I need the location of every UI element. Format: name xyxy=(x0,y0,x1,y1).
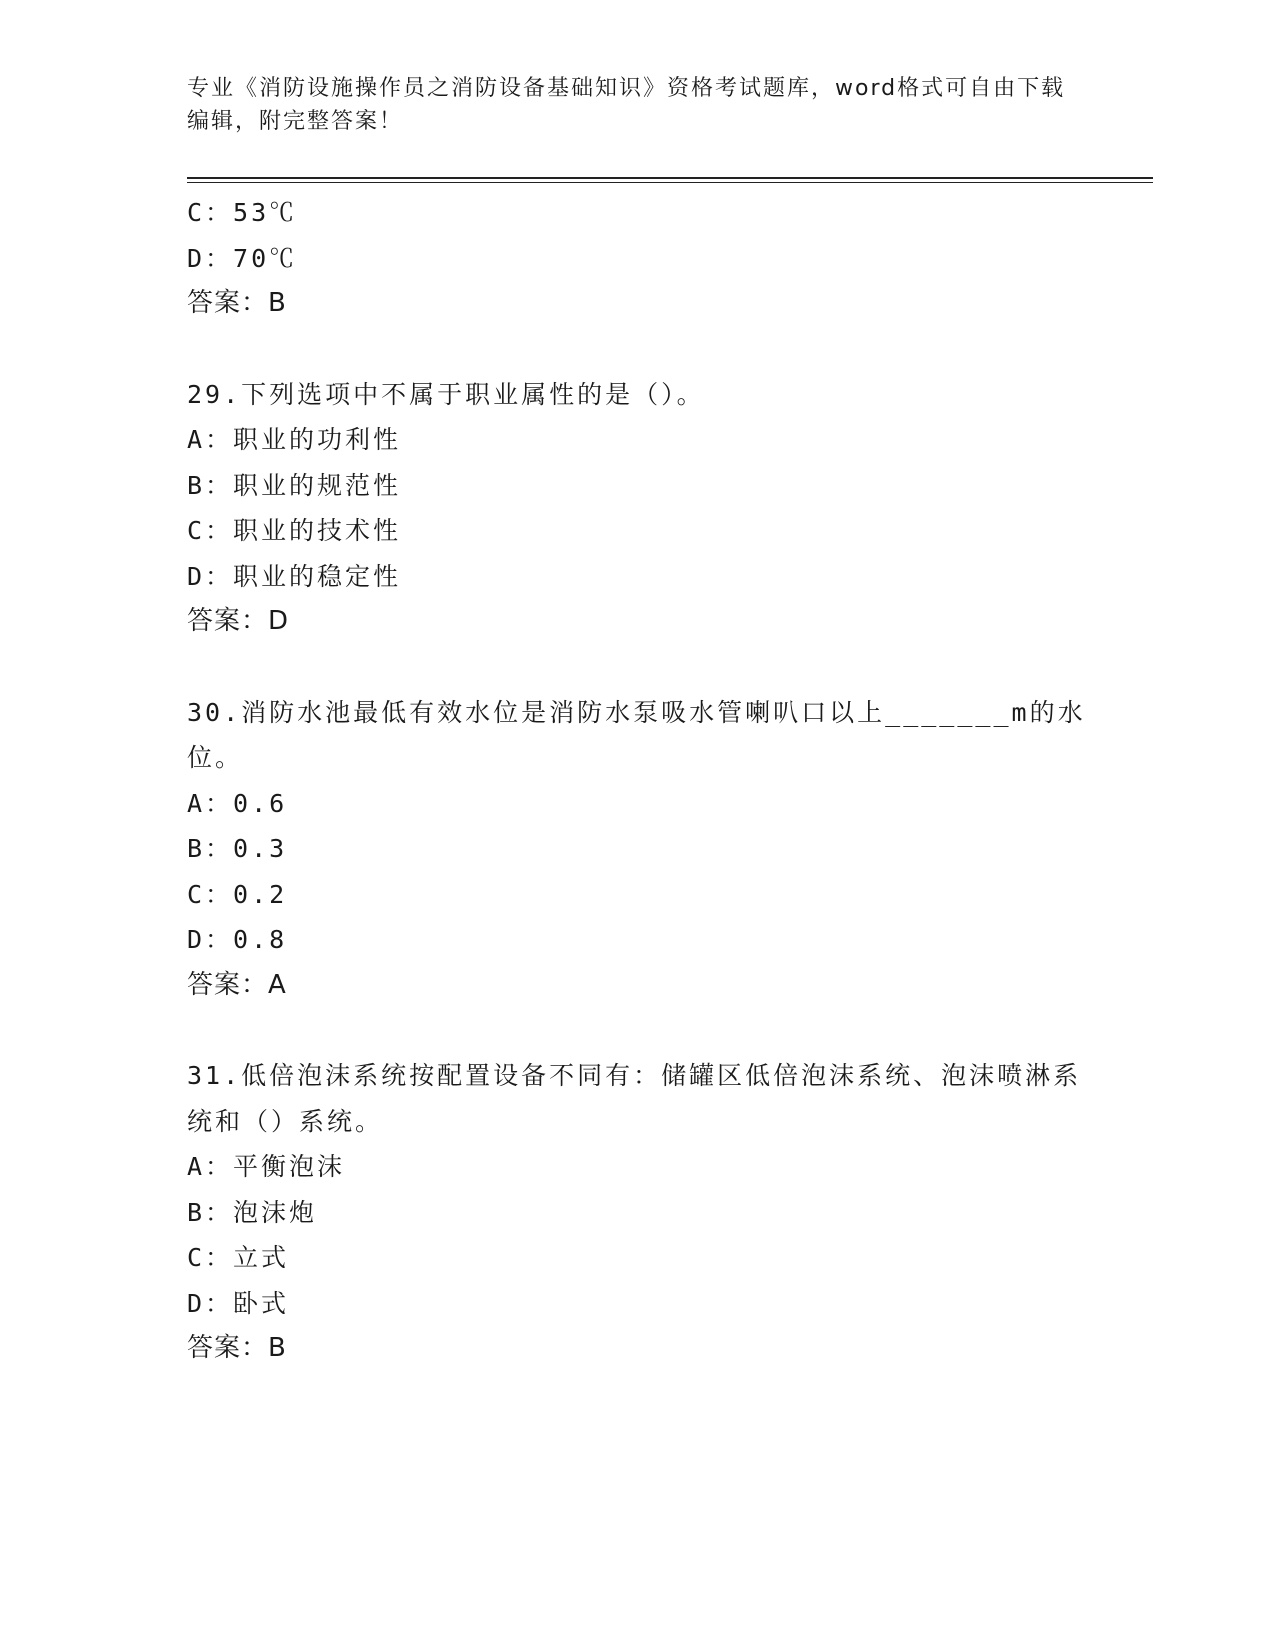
header-divider-thick xyxy=(187,177,1153,179)
question-stem: 30.消防水池最低有效水位是消防水泵吸水管喇叭口以上_______m的水位。 xyxy=(187,697,1086,772)
answer-line: 答案：D xyxy=(187,606,290,636)
option-b: B：职业的规范性 xyxy=(187,470,402,500)
question-31 xyxy=(187,1053,1087,1372)
option-d: D：70℃ xyxy=(187,243,298,273)
option-c: C：53℃ xyxy=(187,198,298,227)
answer-line: 答案：B xyxy=(187,1333,287,1363)
option-c: C：0.2 xyxy=(187,879,288,909)
option-a: A：职业的功利性 xyxy=(187,425,402,454)
option-b: B：0.3 xyxy=(187,834,288,863)
option-a: A：0.6 xyxy=(187,788,288,818)
answer-line: 答案：B xyxy=(187,288,287,318)
question-stem: 31.低倍泡沫系统按配置设备不同有：储罐区低倍泡沫系统、泡沫喷淋系统和（）系统。 xyxy=(187,1061,1082,1136)
question-29 xyxy=(187,372,1087,645)
document-header xyxy=(187,72,1067,138)
question-30 xyxy=(187,690,1087,1009)
option-c: C：立式 xyxy=(187,1243,290,1272)
option-d: D：职业的稳定性 xyxy=(187,561,402,591)
option-d: D：0.8 xyxy=(187,925,288,954)
question-28-continuation xyxy=(187,190,1087,327)
header-divider-thin xyxy=(187,182,1153,183)
answer-line: 答案：A xyxy=(187,969,287,1000)
option-a: A：平衡泡沫 xyxy=(187,1152,346,1181)
header-text: 专业《消防设施操作员之消防设备基础知识》资格考试题库，word格式可自由下载编辑，附完整答案！ xyxy=(187,76,1066,134)
question-list xyxy=(187,190,1087,1372)
option-c: C：职业的技术性 xyxy=(187,516,402,545)
question-stem: 29.下列选项中不属于职业属性的是（）。 xyxy=(187,379,705,409)
option-b: B：泡沫炮 xyxy=(187,1197,318,1227)
option-d: D：卧式 xyxy=(187,1288,290,1318)
